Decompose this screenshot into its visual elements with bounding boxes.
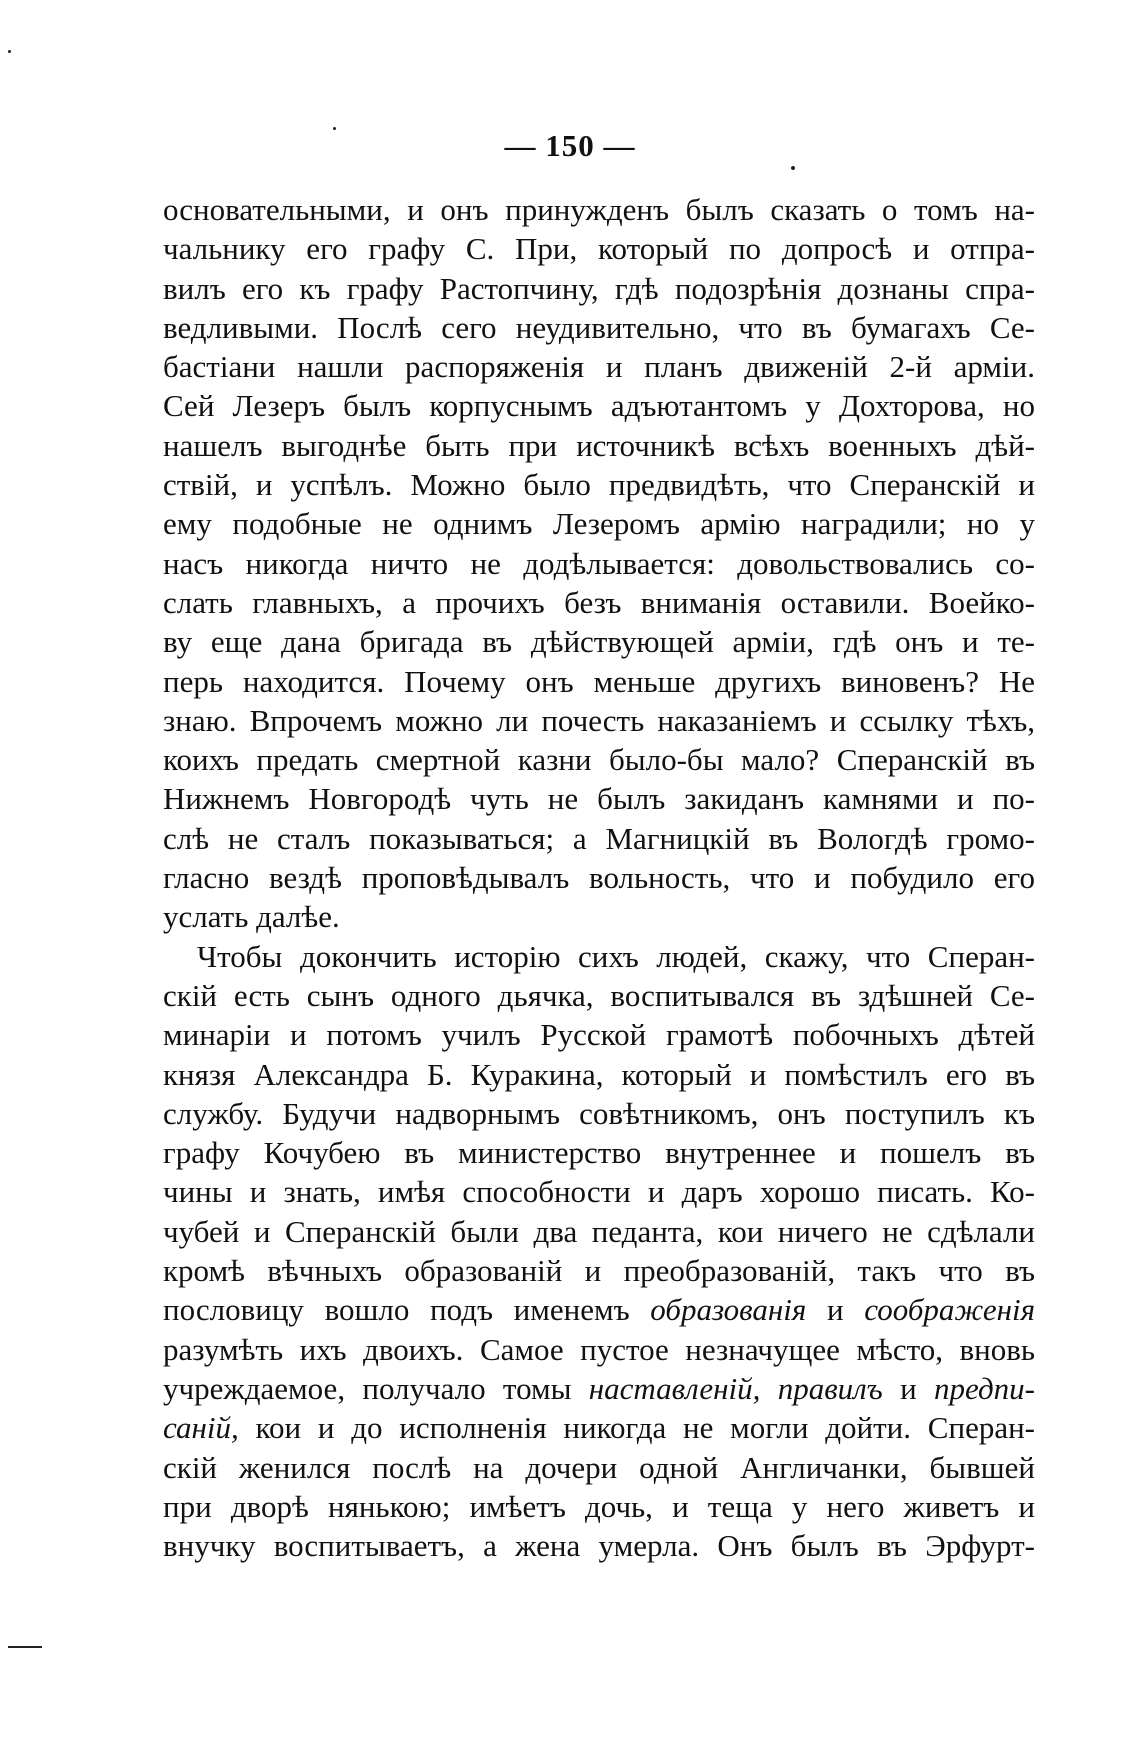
- text-line: бастіани нашли распоряженія и планъ движеній 2-й арміи.: [163, 349, 1035, 385]
- text-line: [163, 1290, 1035, 1329]
- text-line: знаю. Впрочемъ можно ли почесть наказаніемъ и ссылку тѣхъ,: [163, 702, 1035, 738]
- text-run: [760, 1371, 777, 1406]
- text-line: услать далѣе.: [163, 899, 340, 935]
- text-run: кои и до исполненія никогда не могли дойти. Сперан-: [238, 1410, 1035, 1446]
- text-line: ву еще дана бригада въ дѣйствующей арміи, гдѣ онъ и те-: [163, 624, 1035, 660]
- text-line: при дворѣ нянькою; имѣетъ дочь, и теща у него живетъ и: [163, 1488, 1035, 1524]
- text-line: коихъ предать смертной казни было-бы мало? Сперанскій въ: [163, 742, 1035, 778]
- text-run: учреждаемое, получало томы: [163, 1370, 589, 1406]
- text-line: внучку воспитываетъ, а жена умерла. Онъ былъ въ Эрфурт-: [163, 1528, 1035, 1564]
- text-line: службу. Будучи надворнымъ совѣтникомъ, онъ поступилъ къ: [163, 1095, 1035, 1131]
- margin-speck: [791, 166, 795, 170]
- text-line: ствій, и успѣлъ. Можно было предвидѣть, что Сперанскій и: [163, 467, 1035, 503]
- text-line: [163, 1408, 1035, 1447]
- text-line: чины и знать, имѣя способности и даръ хорошо писать. Ко-: [163, 1174, 1035, 1210]
- margin-rule: [8, 1646, 42, 1648]
- text-line: слѣ не сталъ показываться; а Магницкій въ Вологдѣ громо-: [163, 820, 1035, 856]
- text-line: вилъ его къ графу Растопчину, гдѣ подозрѣнія дознаны спра-: [163, 270, 1035, 306]
- text-line: разумѣть ихъ двоихъ. Самое пустое незначущее мѣсто, вновь: [163, 1331, 1035, 1367]
- text-line: князя Александра Б. Куракина, который и помѣстилъ его въ: [163, 1056, 1035, 1092]
- italic-term: правилъ: [777, 1370, 883, 1406]
- text-line: [163, 1369, 1035, 1408]
- italic-term: саній,: [163, 1410, 239, 1446]
- text-line: минаріи и потомъ училъ Русской грамотѣ побочныхъ дѣтей: [163, 1017, 1035, 1053]
- text-line: ведливыми. Послѣ сего неудивительно, что въ бумагахъ Се-: [163, 309, 1035, 345]
- text-line: ему подобные не однимъ Лезеромъ армію наградили; но у: [163, 506, 1035, 542]
- text-line: слать главныхъ, а прочихъ безъ вниманія оставили. Воейко-: [163, 584, 1035, 620]
- text-line: скій есть сынъ одного дьячка, воспитывался въ здѣшней Се-: [163, 977, 1035, 1013]
- text-line: перь находится. Почему онъ меньше другихъ виновенъ? Не: [163, 663, 1035, 699]
- text-run: пословицу вошло подъ именемъ: [163, 1292, 651, 1328]
- italic-term: соображенія: [864, 1292, 1035, 1328]
- text-line: нашелъ выгоднѣе быть при источникѣ всѣхъ военныхъ дѣй-: [163, 427, 1035, 463]
- text-line: насъ никогда ничто не додѣлывается: довольствовались со-: [163, 545, 1035, 581]
- text-line: основательными, и онъ принужденъ былъ сказать о томъ на-: [163, 192, 1035, 227]
- margin-speck: [8, 50, 11, 53]
- italic-term: наставленій,: [588, 1370, 761, 1406]
- text-line: Нижнемъ Новгородѣ чуть не былъ закиданъ камнями и по-: [163, 781, 1035, 817]
- text-line: Сей Лезеръ былъ корпуснымъ адъютантомъ у Дохторова, но: [163, 388, 1035, 424]
- text-line: графу Кочубею въ министерство внутреннее и пошелъ въ: [163, 1135, 1035, 1171]
- text-line: чубей и Сперанскій были два педанта, кои ничего не сдѣлали: [163, 1213, 1035, 1249]
- body-text: [163, 190, 1035, 1565]
- italic-term: образованія: [650, 1292, 807, 1328]
- text-line: кромѣ вѣчныхъ образованій и преобразованій, такъ что въ: [163, 1253, 1035, 1289]
- page-number: — 150 —: [504, 128, 636, 163]
- text-line: скій женился послѣ на дочери одной Англичанки, бывшей: [163, 1449, 1035, 1485]
- text-run: и: [806, 1292, 865, 1328]
- text-line: чальнику его графу С. При, который по допросѣ и отпра-: [163, 231, 1035, 267]
- text-run: и: [882, 1370, 934, 1406]
- text-line: Чтобы докончить исторію сихъ людей, скажу, что Сперан-: [197, 938, 1035, 974]
- text-line: гласно вездѣ проповѣдывалъ вольность, что и побудило его: [163, 860, 1035, 896]
- italic-term: предпи-: [934, 1370, 1035, 1406]
